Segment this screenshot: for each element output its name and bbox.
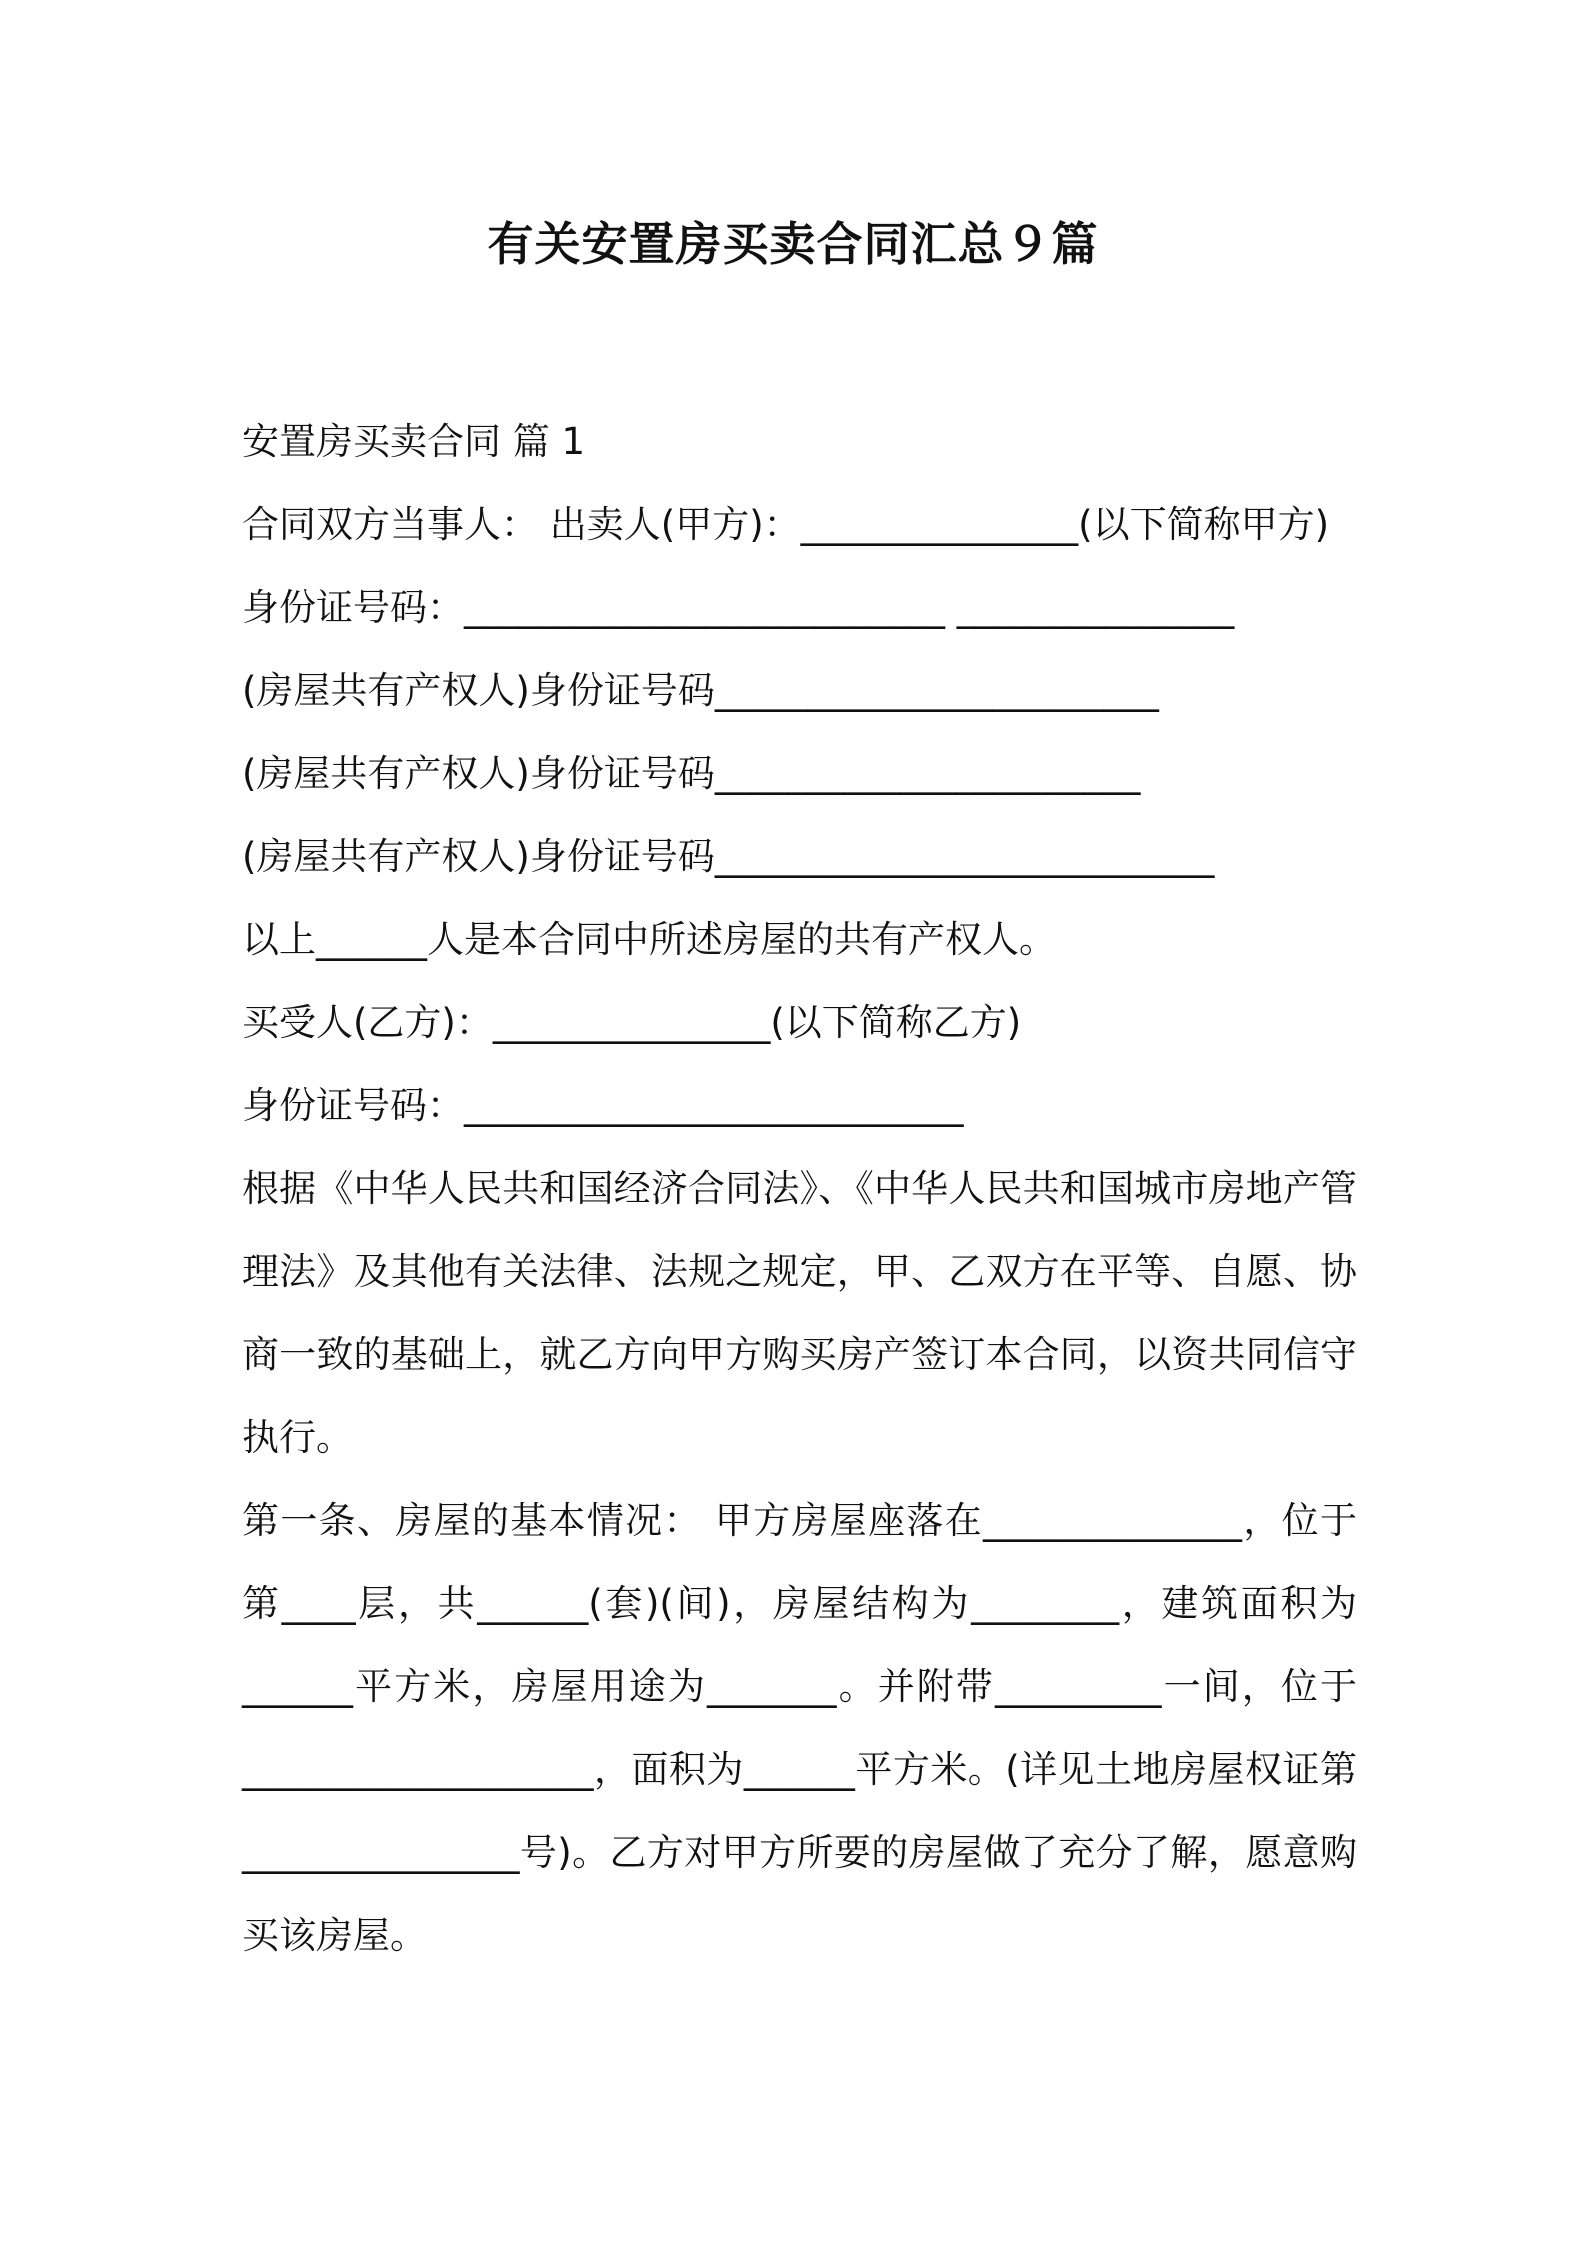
section-heading: 安置房买卖合同 篇 1 bbox=[242, 420, 586, 463]
legal-basis-paragraph: 根据《中华人民共和国经济合同法》、《中华人民共和国城市房地产管理法》及其他有关法律、法规之规定，甲、乙双方在平等、自愿、协商一致的基础上，就乙方向甲方购买房产签订本合同，以资共同信守执行。 bbox=[242, 1167, 1357, 1459]
parties-line: 合同双方当事人： 出卖人(甲方)：_______________(以下简称甲方) bbox=[242, 503, 1330, 546]
buyer-id-line: 身份证号码：___________________________ bbox=[242, 1084, 964, 1127]
seller-id-line: 身份证号码：__________________________ _______________ bbox=[242, 586, 1235, 629]
co-owner-id-line-2: (房屋共有产权人)身份证号码_______________________ bbox=[242, 752, 1141, 795]
co-owner-id-line-1: (房屋共有产权人)身份证号码________________________ bbox=[242, 669, 1159, 712]
article-one-paragraph: 第一条、房屋的基本情况： 甲方房屋座落在______________，位于第____层，共______(套)(间)，房屋结构为________，建筑面积为______平方米，房屋用途为_______。并附带_________一间，位于___________________，面积为______平方米。(详见土地房屋权证第_______________号)。乙方对甲方所要的房屋做了充分了解，愿意购买该房屋。 bbox=[242, 1499, 1357, 1957]
buyer-line: 买受人(乙方)：_______________(以下简称乙方) bbox=[242, 1001, 1022, 1044]
co-owner-id-line-3: (房屋共有产权人)身份证号码___________________________ bbox=[242, 835, 1215, 878]
document-body bbox=[242, 400, 1357, 1977]
document-title: 有关安置房买卖合同汇总９篇 bbox=[487, 217, 1099, 271]
co-owner-count-line: 以上______人是本合同中所述房屋的共有产权人。 bbox=[242, 918, 1056, 961]
